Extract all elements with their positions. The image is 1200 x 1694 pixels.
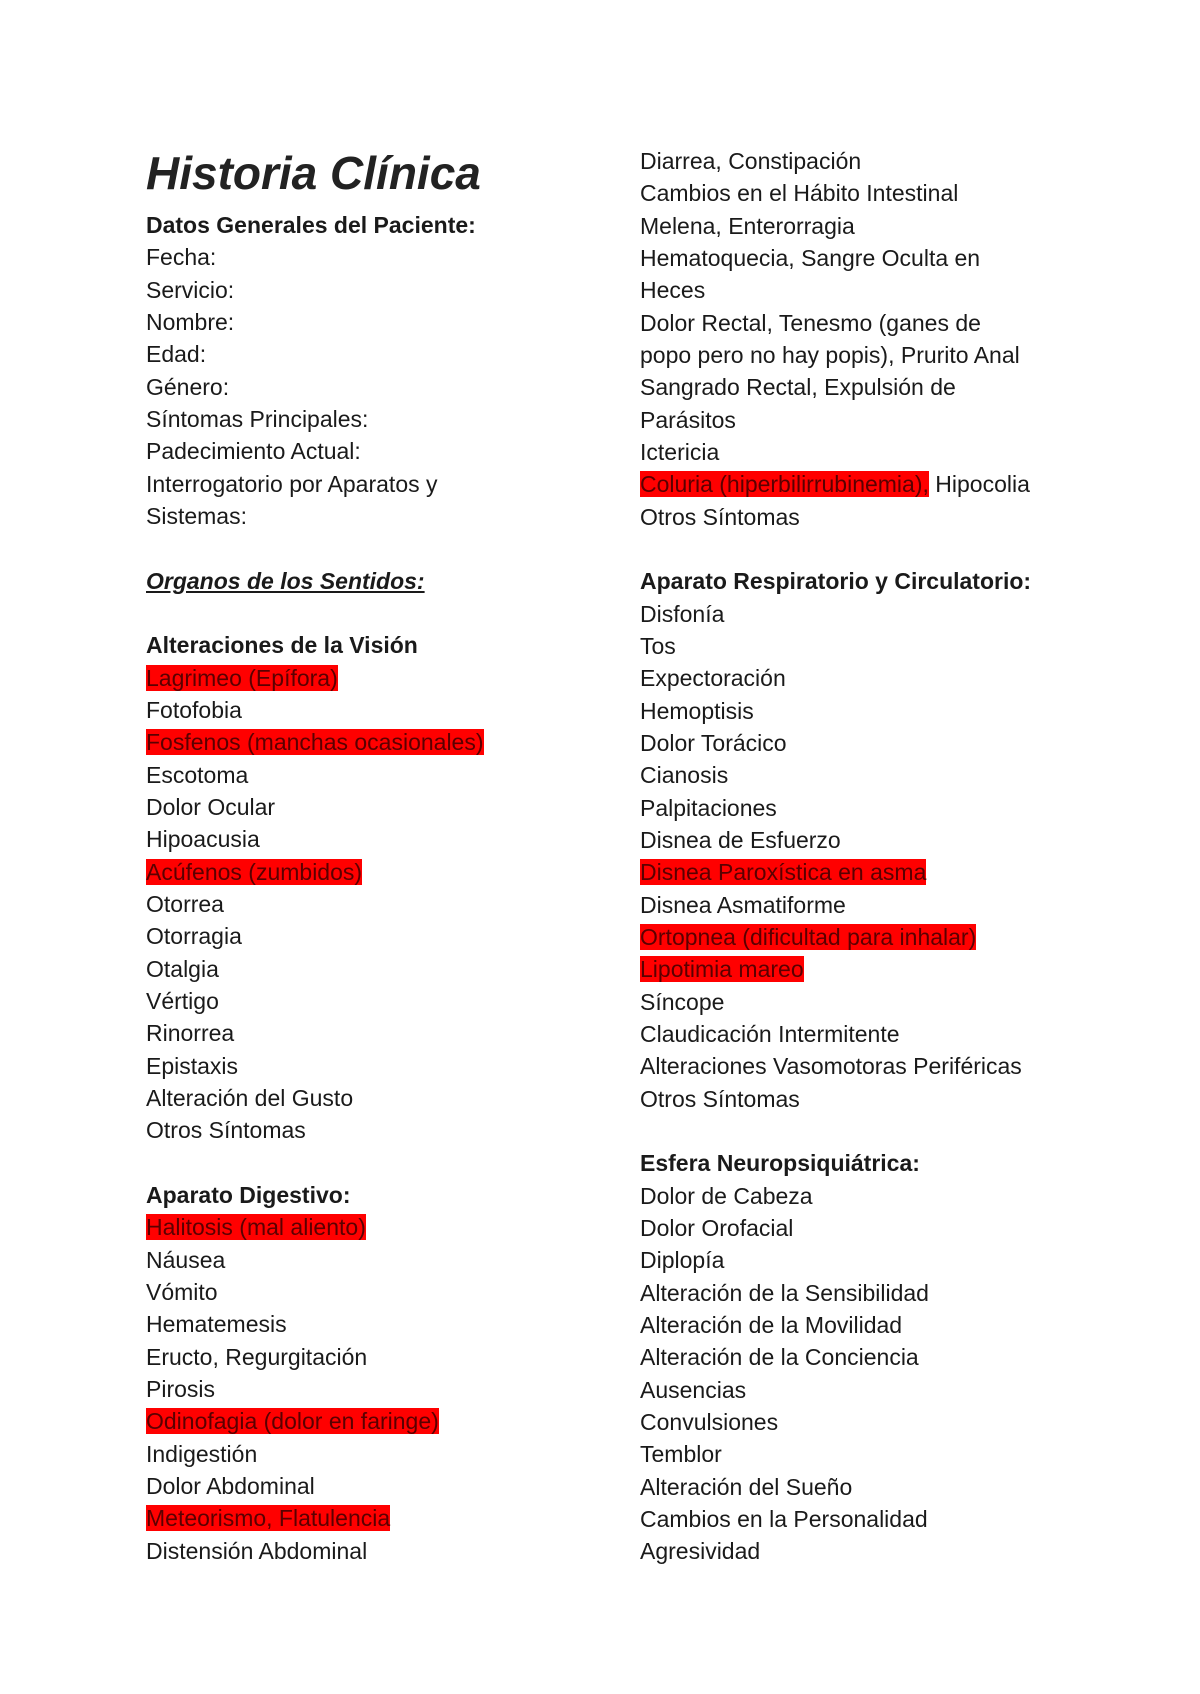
list-item-dolor-de-cabeza: Dolor de Cabeza — [640, 1182, 813, 1209]
highlighted-symptom: Lipotimia mareo — [640, 956, 804, 983]
section-heading-alteraciones-de-la-vision: Alteraciones de la Visión — [146, 632, 418, 659]
list-item-otalgia: Otalgia — [146, 955, 219, 982]
list-item-alteraciones-vasomotoras-perifericas: Alteraciones Vasomotoras Periféricas — [640, 1053, 1022, 1080]
list-item-suffix: Hipocolia — [928, 471, 1030, 498]
list-item-dolor-orofacial: Dolor Orofacial — [640, 1214, 794, 1241]
list-item-disfonia: Disfonía — [640, 600, 725, 627]
list-item-nombre: Nombre: — [146, 309, 235, 335]
list-item-otorrea: Otorrea — [146, 890, 224, 917]
list-item-ortopnea-dificultad-para-inhalar — [640, 923, 976, 951]
list-item-alteracion-de-la-movilidad: Alteración de la Movilidad — [640, 1311, 903, 1338]
highlighted-symptom: Fosfenos (manchas ocasionales) — [146, 729, 484, 756]
list-item-epistaxis: Epistaxis — [146, 1052, 239, 1079]
list-item-diarrea-constipacion: Diarrea, Constipación — [640, 148, 862, 174]
list-item-agresividad: Agresividad — [640, 1538, 761, 1565]
list-item-heces: Heces — [640, 277, 706, 304]
list-item-pirosis: Pirosis — [146, 1375, 216, 1402]
list-item-fosfenos-manchas-ocasionales — [146, 728, 484, 756]
list-item-fecha: Fecha: — [146, 244, 217, 271]
list-item-alteracion-del-sueno: Alteración del Sueño — [640, 1473, 853, 1500]
list-item-melena-enterorragia: Melena, Enterorragia — [640, 212, 855, 239]
list-item-sintomas-principales: Síntomas Principales: — [146, 406, 369, 432]
list-item-otorragia: Otorragia — [146, 923, 242, 950]
list-item-dolor-rectal-tenesmo-ganes-de: Dolor Rectal, Tenesmo (ganes de — [640, 309, 981, 336]
list-item-fotofobia: Fotofobia — [146, 697, 242, 723]
list-item-diplopia: Diplopía — [640, 1247, 725, 1274]
list-item-otros-sintomas: Otros Síntomas — [146, 1117, 306, 1144]
list-item-sangrado-rectal-expulsion-de: Sangrado Rectal, Expulsión de — [640, 374, 956, 401]
list-item-indigestion: Indigestión — [146, 1440, 258, 1467]
highlighted-symptom: Acúfenos (zumbidos) — [146, 858, 363, 885]
list-item-convulsiones: Convulsiones — [640, 1408, 779, 1435]
section-heading-organos-de-los-sentidos: Organos de los Sentidos: — [146, 567, 425, 594]
highlighted-symptom: Odinofagia (dolor en faringe) — [146, 1408, 439, 1435]
highlighted-symptom: Meteorismo, Flatulencia — [146, 1505, 391, 1532]
list-item-hematemesis: Hematemesis — [146, 1311, 287, 1338]
list-item-sistemas: Sistemas: — [146, 503, 247, 529]
highlighted-symptom: Ortopnea (dificultad para inhalar) — [640, 923, 977, 950]
list-item-otros-sintomas: Otros Síntomas — [640, 1085, 800, 1112]
list-item-tos: Tos — [640, 633, 676, 659]
list-item-dolor-toracico: Dolor Torácico — [640, 729, 787, 756]
section-heading-datos-generales-del-paciente: Datos Generales del Paciente: — [146, 212, 476, 238]
list-item-padecimiento-actual: Padecimiento Actual: — [146, 438, 361, 465]
list-item-servicio: Servicio: — [146, 276, 235, 303]
list-item-temblor: Temblor — [640, 1441, 722, 1468]
page-title: Historia Clínica — [146, 147, 481, 199]
list-item-ausencias: Ausencias — [640, 1376, 747, 1403]
highlighted-symptom: Lagrimeo (Epífora) — [146, 664, 338, 691]
list-item-coluria-hiperbilirrubinemia — [640, 470, 1030, 498]
list-item-rinorrea: Rinorrea — [146, 1020, 235, 1047]
list-item-nausea: Náusea — [146, 1246, 226, 1273]
list-item-disnea-paroxistica-en-asma — [640, 858, 926, 886]
list-item-dolor-abdominal: Dolor Abdominal — [146, 1472, 315, 1499]
list-item-claudicacion-intermitente: Claudicación Intermitente — [640, 1020, 900, 1047]
list-item-vomito: Vómito — [146, 1278, 218, 1305]
list-item-ictericia: Ictericia — [640, 439, 720, 465]
list-item-eructo-regurgitacion: Eructo, Regurgitación — [146, 1343, 368, 1370]
list-item-distension-abdominal: Distensión Abdominal — [146, 1537, 368, 1564]
list-item-cambios-en-el-habito-intestinal: Cambios en el Hábito Intestinal — [640, 180, 959, 207]
list-item-meteorismo-flatulencia — [146, 1504, 390, 1532]
list-item-dolor-ocular: Dolor Ocular — [146, 793, 276, 820]
highlighted-symptom: Disnea Paroxística en asma — [640, 859, 927, 886]
list-item-palpitaciones: Palpitaciones — [640, 794, 777, 821]
highlighted-symptom: Coluria (hiperbilirrubinemia), — [640, 471, 929, 498]
list-item-escotoma: Escotoma — [146, 761, 249, 788]
list-item-otros-sintomas: Otros Síntomas — [640, 503, 800, 530]
list-item-alteracion-de-la-conciencia: Alteración de la Conciencia — [640, 1344, 919, 1371]
list-item-edad: Edad: — [146, 341, 207, 368]
list-item-alteracion-de-la-sensibilidad: Alteración de la Sensibilidad — [640, 1279, 929, 1306]
list-item-genero: Género: — [146, 373, 230, 400]
section-heading-esfera-neuropsiquiatrica: Esfera Neuropsiquiátrica: — [640, 1150, 920, 1177]
list-item-expectoracion: Expectoración — [640, 665, 786, 692]
list-item-disnea-de-esfuerzo: Disnea de Esfuerzo — [640, 826, 841, 853]
list-item-acufenos-zumbidos — [146, 858, 362, 886]
list-item-cambios-en-la-personalidad: Cambios en la Personalidad — [640, 1505, 928, 1532]
list-item-disnea-asmatiforme: Disnea Asmatiforme — [640, 891, 846, 918]
list-item-hematoquecia-sangre-oculta-en: Hematoquecia, Sangre Oculta en — [640, 245, 981, 271]
list-item-parasitos: Parásitos — [640, 406, 736, 433]
section-heading-aparato-digestivo: Aparato Digestivo: — [146, 1181, 351, 1208]
list-item-interrogatorio-por-aparatos-y: Interrogatorio por Aparatos y — [146, 470, 438, 497]
highlighted-symptom: Halitosis (mal aliento) — [146, 1214, 366, 1241]
list-item-sincope: Síncope — [640, 988, 725, 1015]
list-item-cianosis: Cianosis — [640, 762, 729, 789]
list-item-hipoacusia: Hipoacusia — [146, 826, 260, 853]
list-item-hemoptisis: Hemoptisis — [640, 697, 754, 724]
list-item-halitosis-mal-aliento — [146, 1213, 366, 1241]
list-item-lagrimeo-epifora — [146, 664, 338, 692]
list-item-lipotimia-mareo — [640, 955, 804, 983]
list-item-odinofagia-dolor-en-faringe — [146, 1407, 439, 1435]
list-item-popo-pero-no-hay-popis-prurito-anal: popo pero no hay popis), Prurito Anal — [640, 342, 1020, 368]
list-item-alteracion-del-gusto: Alteración del Gusto — [146, 1084, 354, 1111]
section-heading-aparato-respiratorio-y-circulatorio: Aparato Respiratorio y Circulatorio: — [640, 568, 1032, 595]
list-item-vertigo: Vértigo — [146, 987, 219, 1014]
